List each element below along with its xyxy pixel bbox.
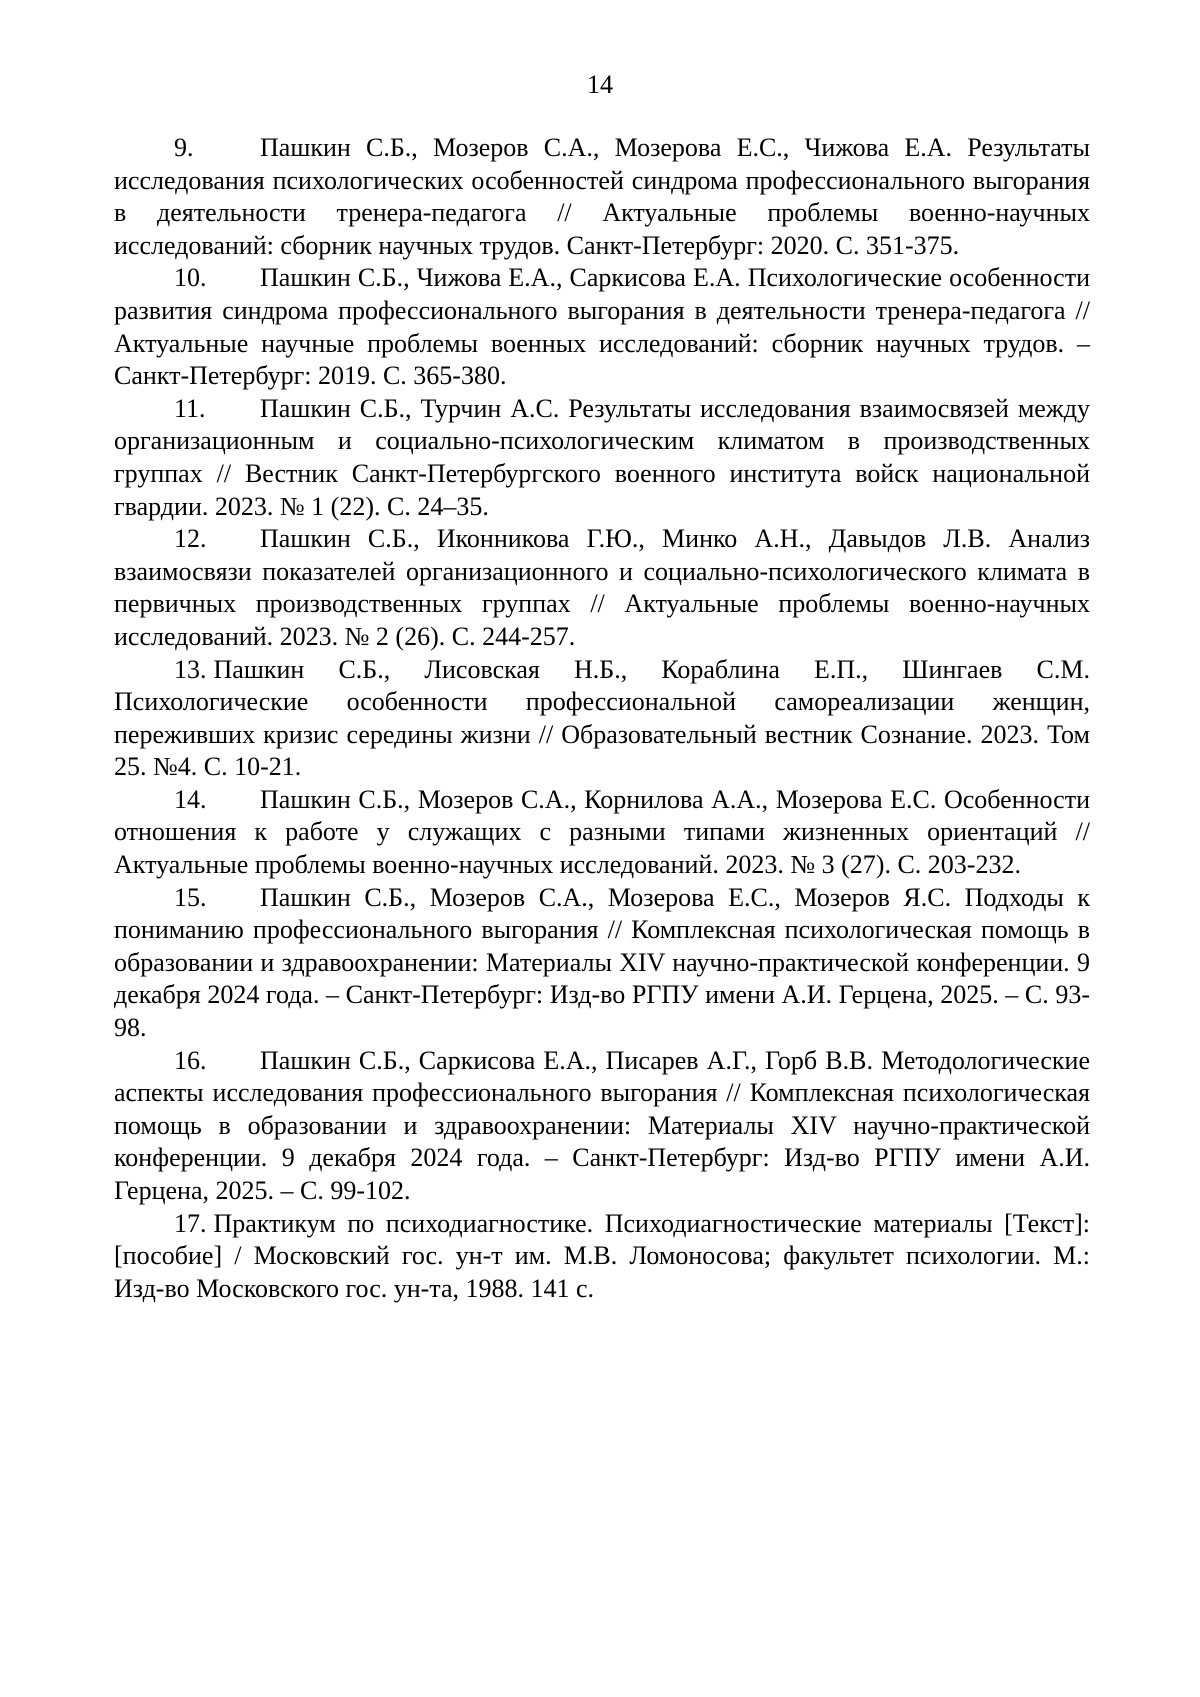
reference-text: Пашкин С.Б., Чижова Е.А., Саркисова Е.А. Психологические особенности развития синдрома профессионального выгорания в деятельности тренера-педагога // Актуальные научные проблемы военных исследований: сборник научных трудов. – Санкт-Петербург: 2019. С. 365-380. xyxy=(114,263,1090,391)
reference-number: 11. xyxy=(174,393,206,423)
reference-item xyxy=(114,1045,1090,1208)
reference-number: 15. xyxy=(174,882,207,912)
reference-list xyxy=(114,132,1090,1305)
reference-number: 16. xyxy=(174,1045,207,1075)
reference-text: Пашкин С.Б., Мозеров С.А., Корнилова А.А., Мозерова Е.С. Особенности отношения к работе у служащих с разными типами жизненных ориентаций // Актуальные проблемы военно-научных исследований. 2023. № 3 (27). С. 203-232. xyxy=(114,784,1090,880)
reference-text: Пашкин С.Б., Саркисова Е.А., Писарев А.Г., Горб В.В. Методологические аспекты исследования профессионального выгорания // Комплексная психологическая помощь в образовании и здравоохранении: Материалы XIV научно-практической конференции. 9 декабря 2024 года. – Санкт-Петербург: Изд-во РГПУ имени А.И. Герцена, 2025. – С. 99-102. xyxy=(114,1045,1090,1205)
reference-text: Пашкин С.Б., Иконникова Г.Ю., Минко А.Н., Давыдов Л.В. Анализ взаимосвязи показателей организационного и социально-психологического климата в первичных производственных группах // Актуальные проблемы военно-научных исследований. 2023. № 2 (26). С. 244-257. xyxy=(114,524,1090,651)
reference-number: 10. xyxy=(174,263,207,293)
reference-number: 9. xyxy=(174,133,194,162)
page-number: 14 xyxy=(587,70,613,99)
reference-item xyxy=(114,393,1090,523)
reference-number: 17. xyxy=(174,1208,207,1238)
reference-number: 12. xyxy=(174,524,207,554)
reference-item xyxy=(114,523,1090,653)
reference-item xyxy=(114,132,1090,262)
reference-item xyxy=(114,784,1090,882)
reference-text: Пашкин С.Б., Мозеров С.А., Мозерова Е.С., Чижова Е.А. Результаты исследования психологических особенностей синдрома профессионального выгорания в деятельности тренера-педагога // Актуальные проблемы военно-научных исследований: сборник научных трудов. Санкт-Петербург: 2020. С. 351-375. xyxy=(114,133,1090,260)
reference-item xyxy=(114,882,1090,1045)
reference-text: Пашкин С.Б., Турчин А.С. Результаты исследования взаимосвязей между организационным и социально-психологическим климатом в производственных группах // Вестник Санкт-Петербургского военного института войск национальной гвардии. 2023. № 1 (22). С. 24–35. xyxy=(114,393,1090,521)
reference-item xyxy=(114,262,1090,392)
reference-text: Практикум по психодиагностике. Психодиагностические материалы [Текст]: [пособие] / Московский гос. ун-т им. М.В. Ломоносова; факультет психологии. М.: Изд-во Московского гос. ун-та, 1988. 141 с. xyxy=(114,1208,1090,1303)
reference-number: 14. xyxy=(174,784,207,814)
reference-item xyxy=(114,654,1090,784)
reference-item xyxy=(114,1208,1090,1306)
reference-number: 13. xyxy=(174,654,207,684)
reference-text: Пашкин С.Б., Лисовская Н.Б., Кораблина Е.П., Шингаев С.М. Психологические особенности профессиональной самореализации женщин, переживших кризис середины жизни // Образовательный вестник Сознание. 2023. Том 25. №4. С. 10-21. xyxy=(114,654,1090,782)
reference-text: Пашкин С.Б., Мозеров С.А., Мозерова Е.С., Мозеров Я.С. Подходы к пониманию профессионального выгорания // Комплексная психологическая помощь в образовании и здравоохранении: Материалы XIV научно-практической конференции. 9 декабря 2024 года. – Санкт-Петербург: Изд-во РГПУ имени А.И. Герцена, 2025. – С. 93-98. xyxy=(114,882,1090,1043)
